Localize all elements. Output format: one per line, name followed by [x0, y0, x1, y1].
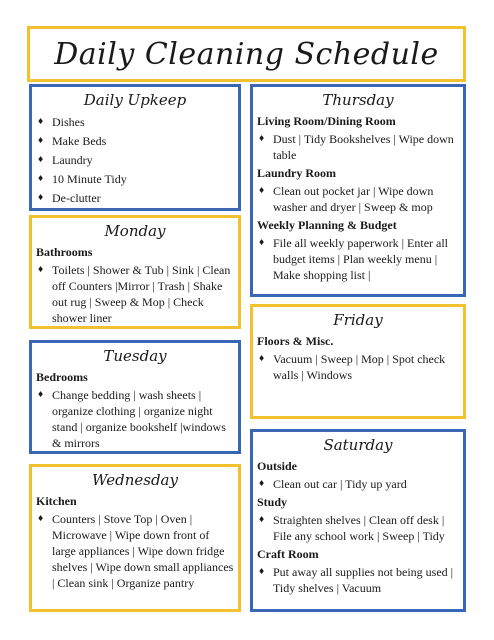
wednesday-box [29, 464, 241, 612]
section-heading: Craft Room [257, 547, 319, 561]
daily-upkeep-title: Daily Upkeep [83, 91, 187, 109]
tuesday-box [29, 340, 241, 454]
list-item: ♦ Clean out pocket jar | Wipe down washer and dryer | Sweep & mop [257, 183, 459, 215]
list-item: ♦ Straighten shelves | Clean off desk | File any school work | Sweep | Tidy [257, 512, 459, 544]
section-heading: Study [257, 495, 288, 509]
thursday-list-2 [257, 183, 459, 215]
list-item: ♦ Counters | Stove Top | Oven | Microwave | Wipe down front of large appliances | Wipe down fridge shelves | Wipe down small appliances | Clean sink | Organize pantry [36, 511, 234, 591]
thursday-list-1 [257, 131, 459, 163]
page-title: Daily Cleaning Schedule [54, 36, 439, 72]
title-box [27, 26, 466, 82]
list-item: ♦ 10 Minute Tidy [36, 171, 234, 187]
saturday-list-2 [257, 512, 459, 544]
list-item: ♦ Dishes [36, 114, 234, 130]
saturday-box [250, 429, 466, 612]
tuesday-title: Tuesday [103, 347, 167, 365]
list-item: ♦ De-clutter [36, 190, 234, 206]
wednesday-title: Wednesday [92, 471, 178, 489]
section-heading: Kitchen [36, 494, 77, 508]
daily-upkeep-list [36, 114, 234, 206]
tuesday-list [36, 387, 234, 451]
section-heading: Outside [257, 459, 298, 473]
section-heading: Bedrooms [36, 370, 88, 384]
list-item: ♦ Put away all supplies not being used | Tidy shelves | Vacuum [257, 564, 459, 596]
monday-list [36, 262, 234, 326]
friday-box [250, 304, 466, 419]
thursday-list-3 [257, 235, 459, 283]
list-item: ♦ Toilets | Shower & Tub | Sink | Clean off Counters |Mirror | Trash | Shake out rug | Sweep & Mop | Check shower liner [36, 262, 234, 326]
section-heading: Weekly Planning & Budget [257, 218, 397, 232]
friday-title: Friday [333, 311, 383, 329]
section-heading: Bathrooms [36, 245, 93, 259]
daily-upkeep-box [29, 84, 241, 211]
saturday-list-1 [257, 476, 459, 492]
list-item: ♦ Dust | Tidy Bookshelves | Wipe down table [257, 131, 459, 163]
monday-title: Monday [104, 222, 166, 240]
list-item: ♦ Clean out car | Tidy up yard [257, 476, 459, 492]
friday-list [257, 351, 459, 383]
section-heading: Floors & Misc. [257, 334, 334, 348]
section-heading: Living Room/Dining Room [257, 114, 396, 128]
list-item: ♦ Change bedding | wash sheets | organize clothing | organize night stand | organize bookshelf |windows & mirrors [36, 387, 234, 451]
section-heading: Laundry Room [257, 166, 337, 180]
saturday-list-3 [257, 564, 459, 596]
thursday-box [250, 84, 466, 297]
list-item: ♦ Make Beds [36, 133, 234, 149]
list-item: ♦ File all weekly paperwork | Enter all budget items | Plan weekly menu | Make shopping list | [257, 235, 459, 283]
list-item: ♦ Vacuum | Sweep | Mop | Spot check walls | Windows [257, 351, 459, 383]
thursday-title: Thursday [322, 91, 394, 109]
saturday-title: Saturday [323, 436, 393, 454]
wednesday-list [36, 511, 234, 591]
list-item: ♦ Laundry [36, 152, 234, 168]
monday-box [29, 215, 241, 329]
